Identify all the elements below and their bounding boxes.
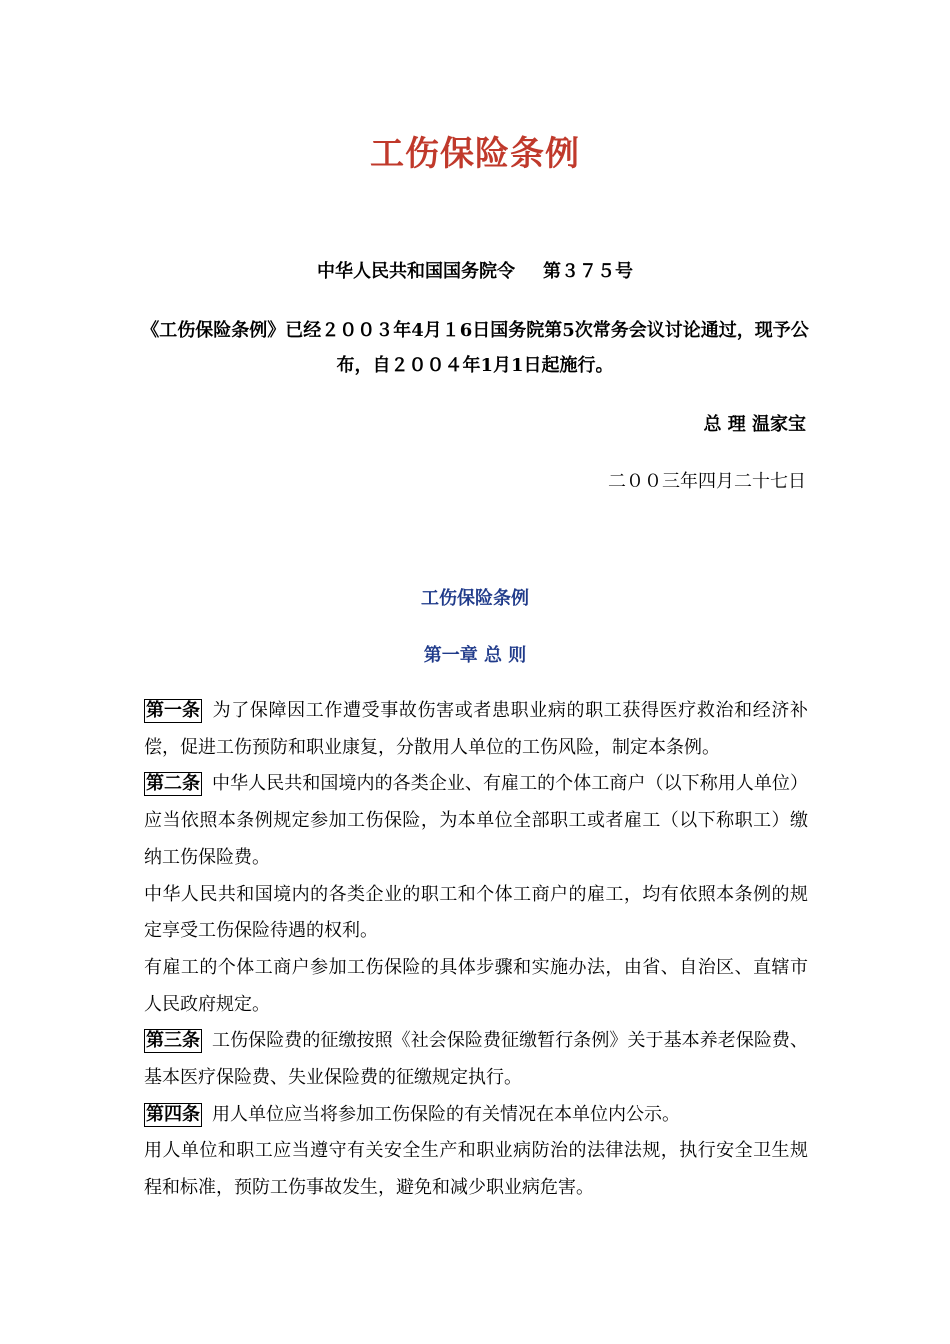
document-title: 工伤保险条例 — [370, 134, 580, 174]
article-2-paragraph-1: 中华人民共和国境内的各类企业的职工和个体工商户的雇工，均有依照本条例的规定享受工伤保险待遇的权利。 — [144, 883, 808, 942]
article-text: 为了保障因工作遭受事故伤害或者患职业病的职工获得医疗救治和经济补偿，促进工伤预防和职业康复，分散用人单位的工伤风险，制定本条例。 — [144, 700, 808, 758]
article-label: 第四条 — [146, 1103, 200, 1125]
article-2 — [144, 766, 808, 876]
article-text: 用人单位应当将参加工伤保险的有关情况在本单位内公示。 — [212, 1103, 680, 1125]
article-4-paragraph-1: 用人单位和职工应当遵守有关安全生产和职业病防治的法律法规，执行安全卫生规程和标准，预防工伤事故发生，避免和减少职业病危害。 — [144, 1140, 808, 1199]
chapter-title: 第一章 总 则 — [423, 645, 527, 666]
decree-line — [0, 257, 950, 283]
article-1 — [144, 693, 808, 766]
article-3 — [144, 1023, 808, 1096]
signer-line: 总 理 温家宝 — [703, 414, 806, 435]
sub-title: 工伤保险条例 — [421, 588, 529, 609]
date-line: 二００三年四月二十七日 — [608, 471, 806, 492]
article-label: 第一条 — [146, 700, 200, 721]
announcement-text: 《工伤保险条例》已经２００３年4月１6日国务院第5次常务会议讨论通过，现予公布，自２００４年1月1日起施行。 — [141, 320, 809, 376]
article-2-paragraph-2: 有雇工的个体工商户参加工伤保险的具体步骤和实施办法，由省、自治区、直辖市人民政府规定。 — [144, 956, 808, 1015]
decree-number: 第３７５号 — [543, 261, 633, 282]
decree-issuer: 中华人民共和国国务院令 — [317, 261, 515, 282]
article-4 — [144, 1097, 808, 1134]
article-text: 中华人民共和国境内的各类企业、有雇工的个体工商户（以下称用人单位）应当依照本条例规定参加工伤保险，为本单位全部职工或者雇工（以下称职工）缴纳工伤保险费。 — [144, 773, 808, 868]
article-label: 第三条 — [146, 1030, 200, 1052]
article-text: 工伤保险费的征缴按照《社会保险费征缴暂行条例》关于基本养老保险费、基本医疗保险费、失业保险费的征缴规定执行。 — [144, 1030, 808, 1089]
article-label: 第二条 — [146, 773, 200, 795]
articles-body — [144, 693, 808, 1207]
